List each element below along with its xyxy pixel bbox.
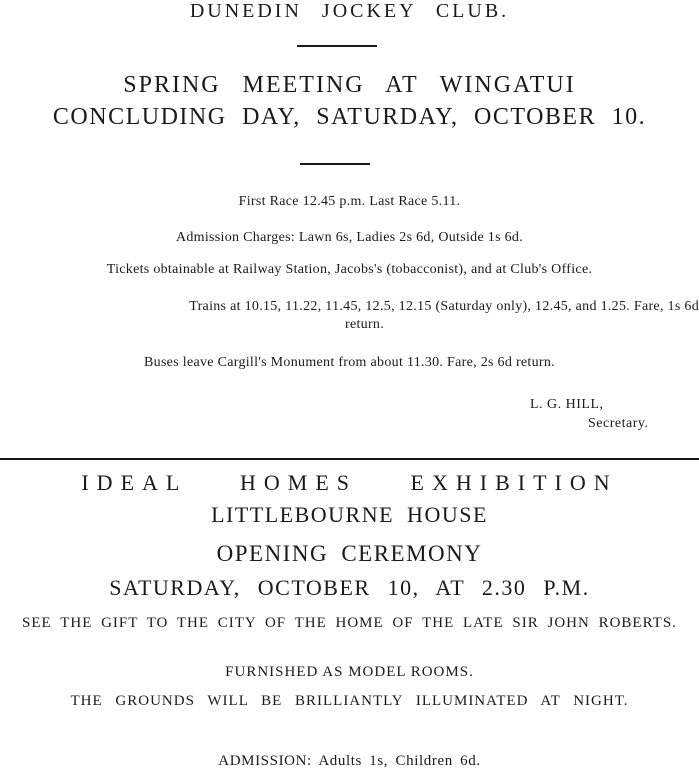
train-times xyxy=(0,298,699,334)
event-datetime: SATURDAY, OCTOBER 10, AT 2.30 P.M. xyxy=(109,575,590,600)
event-name: OPENING CEREMONY xyxy=(216,541,483,566)
train-times-line2: return. xyxy=(344,317,385,332)
bus-info: Buses leave Cargill's Monument from about 11.30. Fare, 2s 6d return. xyxy=(144,355,555,370)
tickets-info: Tickets obtainable at Railway Station, Jacobs's (tobacconist), and at Club's Office. xyxy=(106,262,593,277)
gift-notice: SEE THE GIFT TO THE CITY OF THE HOME OF THE LATE SIR JOHN ROBERTS. xyxy=(22,615,677,631)
furnished-notice: FURNISHED AS MODEL ROOMS. xyxy=(225,664,474,680)
short-rule xyxy=(300,163,370,165)
admission-charges: Admission Charges: Lawn 6s, Ladies 2s 6d, Outside 1s 6d. xyxy=(175,230,524,245)
grounds-notice: THE GROUNDS WILL BE BRILLIANTLY ILLUMINATED AT NIGHT. xyxy=(70,693,629,709)
signature-name: L. G. HILL, xyxy=(530,397,604,412)
train-times-line1: Trains at 10.15, 11.22, 11.45, 12.5, 12.15 (Saturday only), 12.45, and 1.25. Fare, 1s 6d xyxy=(189,299,699,314)
day-heading: CONCLUDING DAY, SATURDAY, OCTOBER 10. xyxy=(52,104,647,130)
short-rule xyxy=(297,45,377,47)
section-divider xyxy=(0,458,699,460)
signature xyxy=(530,395,648,433)
club-heading: DUNEDIN JOCKEY CLUB. xyxy=(189,0,510,22)
race-times: First Race 12.45 p.m. Last Race 5.11. xyxy=(238,194,461,209)
admission-prices: ADMISSION: Adults 1s, Children 6d. xyxy=(218,753,481,769)
venue-name: LITTLEBOURNE HOUSE xyxy=(211,502,488,527)
exhibition-title: IDEAL HOMES EXHIBITION xyxy=(81,470,618,495)
meeting-heading: SPRING MEETING AT WINGATUI xyxy=(123,72,576,98)
signature-title: Secretary. xyxy=(588,416,649,431)
